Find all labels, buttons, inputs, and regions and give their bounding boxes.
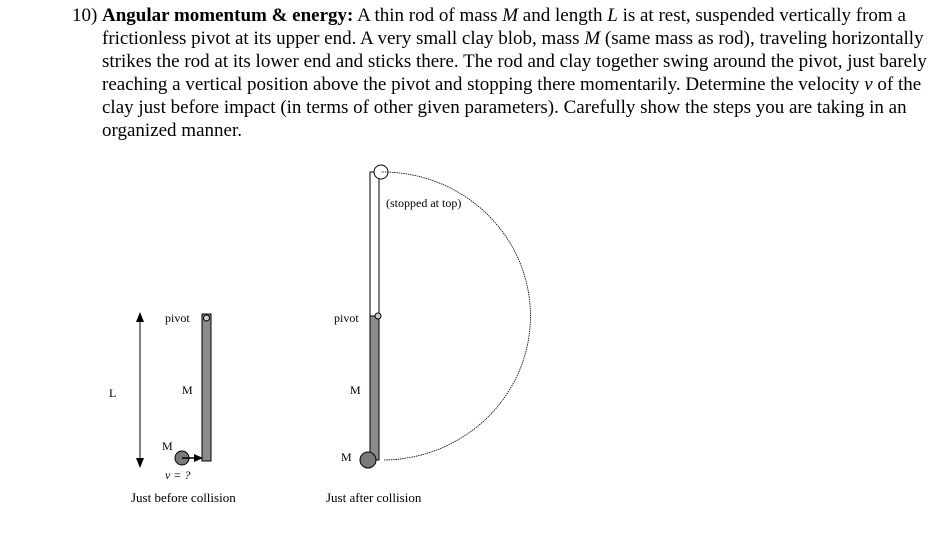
rod-mass-label-left: M <box>182 383 193 397</box>
rod-mass-label-right: M <box>350 383 361 397</box>
problem-text-part: A thin rod of mass <box>353 5 503 26</box>
rod-after <box>370 316 379 460</box>
stopped-at-top-label: (stopped at top) <box>386 196 462 210</box>
problem-text-part: of the clay just before impact (in terms of other given parameters). Carefully show the steps you are taking in an organized manner. <box>102 74 922 141</box>
rod-upright-outline <box>370 172 379 316</box>
problem-text-part: and length <box>518 5 608 26</box>
length-label: L <box>109 386 117 400</box>
variable-m: M <box>502 5 519 26</box>
left-figure <box>136 312 211 468</box>
caption-before: Just before collision <box>131 490 236 505</box>
clay-blob-after <box>360 452 376 468</box>
problem-text-part: is at rest, suspended vertically from a frictionless pivot at its upper end. A very small clay blob, mass <box>102 5 906 49</box>
pivot-marker-left <box>204 315 210 321</box>
clay-mass-label-right: M <box>341 450 352 464</box>
pivot-label-left: pivot <box>165 311 190 325</box>
problem-heading: Angular momentum & energy: <box>102 5 354 26</box>
variable-l: L <box>607 5 618 26</box>
variable-v: v <box>864 74 873 95</box>
length-arrow-bottom-head <box>136 458 144 468</box>
pivot-marker-right <box>375 313 381 319</box>
variable-m: M <box>584 28 601 49</box>
swing-arc <box>381 172 530 460</box>
problem-number: 10) <box>72 5 98 26</box>
pivot-label-right: pivot <box>334 311 359 325</box>
clay-mass-label-left: M <box>162 439 173 453</box>
length-arrow-top-head <box>136 312 144 322</box>
velocity-label: v = ? <box>165 468 191 482</box>
right-figure <box>360 165 530 468</box>
problem-text-part: (same mass as rod), traveling horizontally strikes the rod at its lower end and sticks there. The rod and clay together swing around the pivot, just barely reaching a vertical position above the pivot and stopping there momentarily. Determine the velocity <box>102 28 927 95</box>
caption-after: Just after collision <box>326 490 422 505</box>
rod-before <box>202 314 211 461</box>
